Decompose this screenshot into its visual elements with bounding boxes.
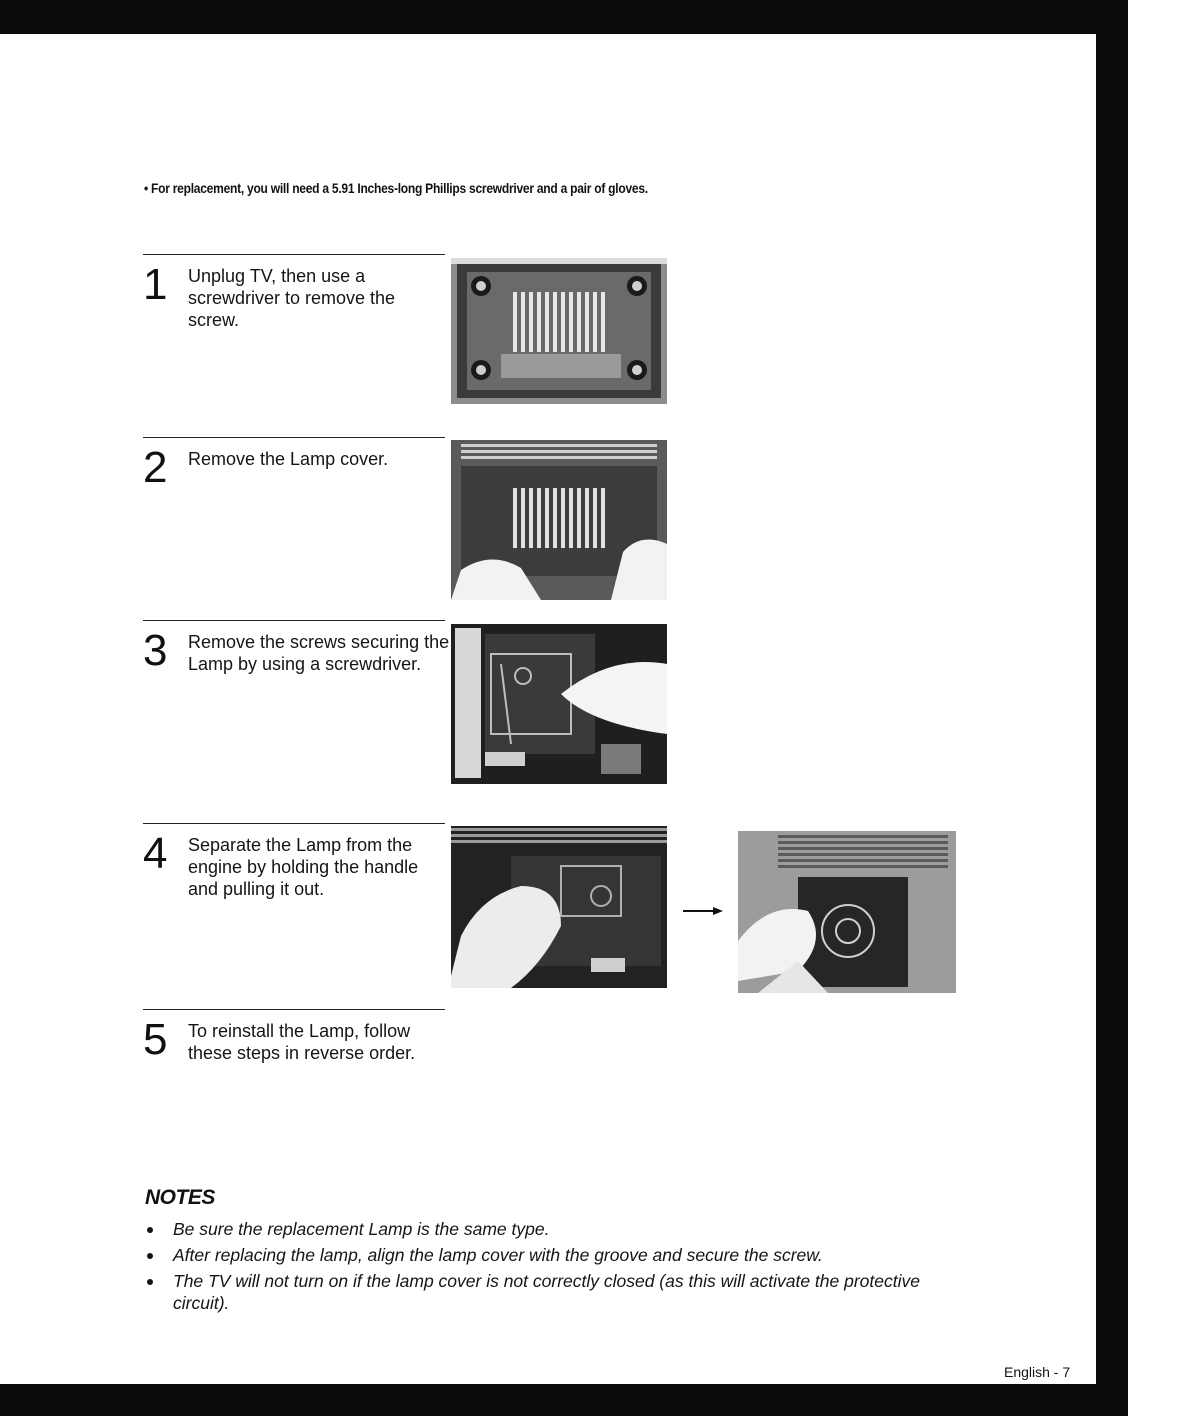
- step-number: 4: [143, 829, 168, 878]
- note-item: [145, 1244, 945, 1266]
- bottom-border-bar: [0, 1384, 1128, 1416]
- arrow-right-icon: [683, 906, 723, 916]
- step-2: [143, 437, 445, 492]
- note-text: After replacing the lamp, align the lamp cover with the groove and secure the screw.: [173, 1245, 823, 1265]
- step-number: 3: [143, 626, 168, 675]
- step-instruction: Unplug TV, then use a screwdriver to remove the screw.: [188, 266, 396, 330]
- bullet-icon: [147, 1279, 153, 1285]
- step-4-photo-lamp-removed: [738, 831, 956, 993]
- step-5: [143, 1009, 445, 1064]
- right-border-bar: [1096, 0, 1128, 1392]
- step-3: [143, 620, 450, 675]
- notes-list: [145, 1218, 945, 1318]
- step-number: 1: [143, 260, 168, 309]
- step-instruction: Remove the screws securing the Lamp by using a screwdriver.: [188, 632, 450, 674]
- bullet-icon: [147, 1227, 153, 1233]
- note-text: The TV will not turn on if the lamp cover is not correctly closed (as this will activate the protective circuit).: [173, 1271, 920, 1313]
- step-4: [143, 823, 445, 899]
- top-border-bar: [0, 0, 1128, 34]
- step-number: 2: [143, 443, 168, 492]
- step-1: [143, 254, 445, 330]
- intro-requirement-text: • For replacement, you will need a 5.91 Inches-long Phillips screwdriver and a pair of gloves.: [144, 180, 648, 196]
- step-1-photo-lamp-cover-screws: [451, 258, 667, 404]
- note-item: [145, 1270, 945, 1314]
- notes-title: NOTES: [145, 1186, 215, 1209]
- step-4-photo-pulling-lamp: [451, 826, 667, 988]
- step-instruction: Remove the Lamp cover.: [188, 449, 389, 469]
- note-text: Be sure the replacement Lamp is the same type.: [173, 1219, 550, 1239]
- step-3-photo-unscrewing-lamp: [451, 624, 667, 784]
- bullet-icon: [147, 1253, 153, 1259]
- step-number: 5: [143, 1015, 168, 1064]
- note-item: [145, 1218, 945, 1240]
- step-instruction: Separate the Lamp from the engine by holding the handle and pulling it out.: [188, 835, 419, 899]
- step-instruction: To reinstall the Lamp, follow these steps in reverse order.: [188, 1021, 416, 1063]
- page-footer: English - 7: [1004, 1364, 1071, 1380]
- step-2-photo-removing-cover: [451, 440, 667, 600]
